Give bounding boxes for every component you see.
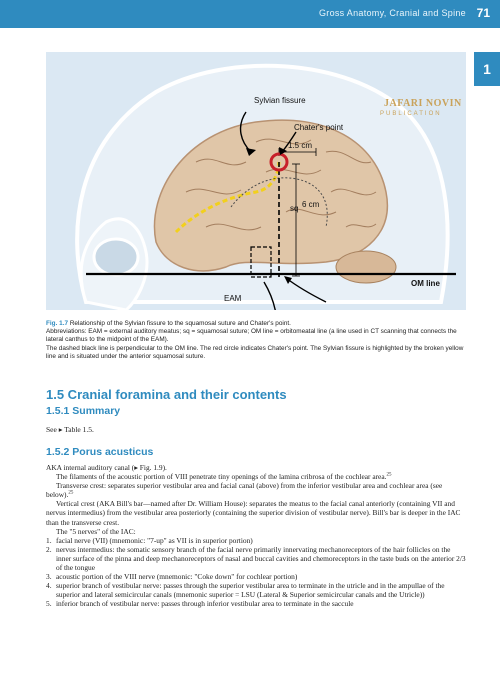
chapter-tab: 1 [474, 52, 500, 86]
section-1-5-1-title: 1.5.1 Summary [46, 405, 121, 417]
paragraph-3: Vertical crest (AKA Bill's bar—named after Dr. William House): separates the meatus to the facial canal anteriorly (containing VII and nervus intermedius) from the vestibular area posteriorly (containing the superior division of vestibular nerve). Bill's bar is deeper in the IAC than the transverse crest. [46, 499, 461, 527]
page-number: 71 [476, 6, 490, 20]
list-item: 3. acoustic portion of the VIII nerve (mnemonic: "Coke down" for cochlear portion) [46, 572, 298, 582]
running-header [0, 0, 500, 28]
paragraph-4: The "5 nerves" of the IAC: [56, 526, 136, 536]
watermark-title: JAFARI NOVIN [384, 98, 462, 109]
figure-number: Fig. 1.7 [46, 320, 69, 327]
label-chaters-point: Chater's point [294, 123, 344, 132]
label-eam: EAM [224, 294, 242, 303]
aka-paragraph: AKA internal auditory canal (▸ Fig. 1.9). [46, 463, 167, 472]
section-1-5-title: 1.5 Cranial foramina and their contents [46, 387, 287, 402]
label-sylvian-fissure: Sylvian fissure [254, 96, 306, 105]
figure-caption [46, 320, 466, 361]
watermark-subtitle: PUBLICATION [380, 111, 442, 117]
paragraph-2: Transverse crest: separates superior vestibular area and facial canal (above) from the inferior vestibular area and cochlear area (see below).$^{25}$ [46, 481, 443, 500]
skull-illustration [46, 52, 466, 310]
list-item: 1. facial nerve (VII) (mnemonic: "7-up" as VII is in superior portion) [46, 535, 253, 545]
list-item: 4. superior branch of vestibular nerve: passes through the superior vestibular area to terminate in the utricle and in the ampullae of the superior and lateral semicircular canals (mnemonic superior = LSU (Lateral & Superior semicircular canals and the Utricle)) [46, 581, 445, 600]
running-title: Gross Anatomy, Cranial and Spine [318, 8, 466, 18]
caption-line-1: Relationship of the Sylvian fissure to the squamosal suture and Chater's point. [69, 320, 291, 327]
label-6cm: 6 cm [302, 200, 320, 209]
skull-figure [46, 52, 466, 310]
list-item: 2. nervus intermedius: the somatic sensory branch of the facial nerve primarily innervating mechanoreceptors of the hair follicles on the inner surface of the pinna and deep mechanoreceptors of nasal and buccal cavities and chemoreceptors in the taste buds on the anterior 2/3 of the tongue [46, 544, 466, 573]
label-sq: sq [290, 204, 299, 213]
body-text [46, 463, 466, 609]
caption-line-2: Abbreviations: EAM = external auditory meatus; sq = squamosal suture; OM line = orbitomeatal line (a line used in CT scanning that connects the lateral canthus to the midpoint of the EAM). [46, 328, 457, 344]
orbit [94, 239, 138, 275]
list-item: 5. inferior branch of vestibular nerve: passes through inferior vestibular area to terminate in the saccule [46, 599, 354, 609]
section-1-5-2-title: 1.5.2 Porus acusticus [46, 446, 154, 458]
nerve-list [46, 536, 466, 609]
paragraph-1: The filaments of the acoustic portion of VIII penetrate tiny openings of the lamina cribrosa of the cochlear area.$^{25}$ [56, 472, 392, 482]
label-om-line: OM line [411, 279, 440, 288]
caption-line-3: The dashed black line is perpendicular to the OM line. The red circle indicates Chater's point. The Sylvian fissure is highlighted by the broken yellow line and is situated under the anterior squamosal suture. [46, 344, 464, 360]
see-table-link[interactable]: See ▸ Table 1.5. [46, 425, 94, 434]
label-1-5cm: 1.5 cm [288, 141, 313, 150]
cerebellum [336, 251, 396, 283]
